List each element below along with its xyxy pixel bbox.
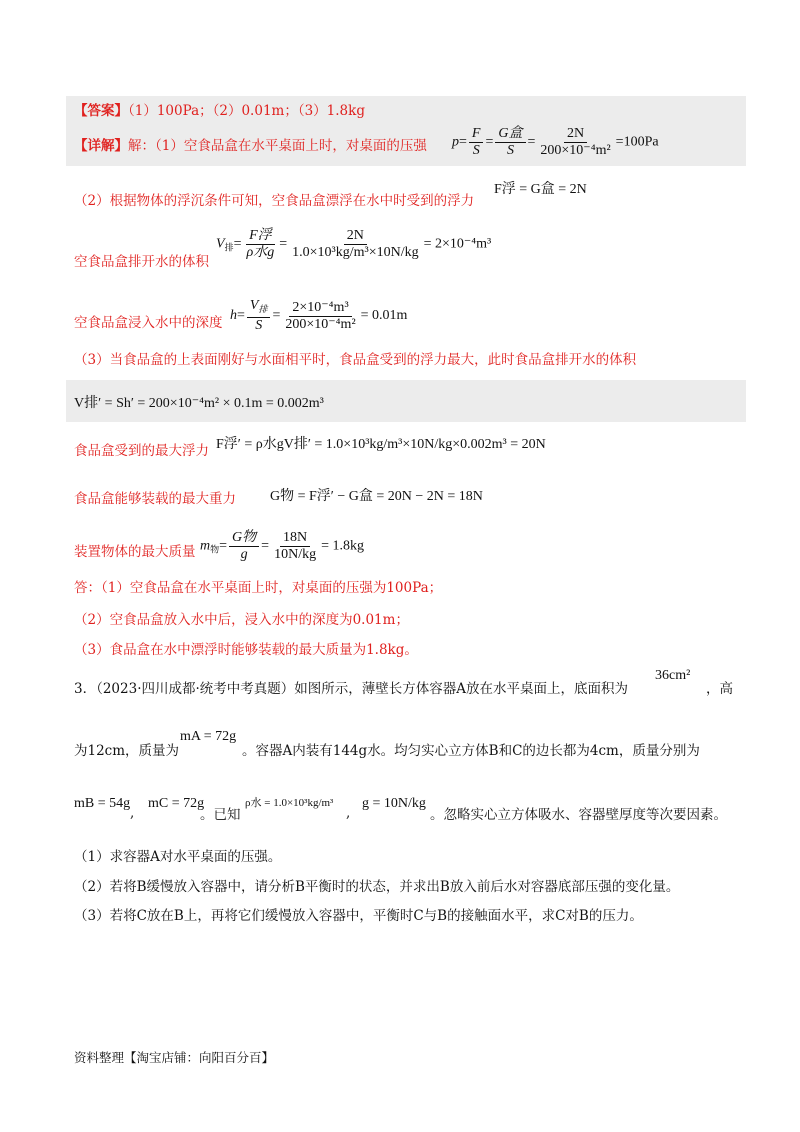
- problem-line1: 3．（2023·四川成都·统考中考真题）如图所示，薄壁长方体容器A放在水平桌面上，底面积为: [74, 681, 629, 697]
- step5-text: （3）当食品盒的上表面刚好与水面相平时，食品盒受到的浮力最大，此时食品盒排开水的体积: [74, 352, 637, 368]
- problem-line2b: 。容器A内装有144g水。均匀实心立方体B和C的边长都为4cm，质量分别为: [242, 743, 700, 759]
- step2-formula: F浮 = G盒 = 2N: [494, 182, 587, 197]
- mass-b: mB = 54g: [74, 796, 131, 811]
- mass-a: mA = 72g: [180, 729, 237, 744]
- step9-formula: $m_物=$ $\frac{\text{G物}}{g}$ = $\frac{18N}{10N/kg}$ = 1.8kg: [200, 530, 364, 562]
- problem-line3b: 。忽略实心立方体吸水、容器壁厚度等次要因素。: [430, 807, 727, 823]
- footer-credit: 资料整理【淘宝店铺：向阳百分百】: [74, 1050, 275, 1065]
- step7-formula: F浮′ = ρ水gV排′ = 1.0×10³kg/m³×10N/kg×0.002m³ = 20N: [216, 437, 546, 452]
- conclusion-1: 答：（1）空食品盒在水平桌面上时，对桌面的压强为100Pa；: [74, 580, 443, 596]
- question-3: （3）若将C放在B上，再将它们缓慢放入容器中，平衡时C与B的接触面水平，求C对B的压力。: [74, 908, 643, 924]
- question-2: （2）若将B缓慢放入容器中，请分析B平衡时的状态，并求出B放入前后水对容器底部压强的变化量。: [74, 879, 680, 895]
- step8-text: 食品盒能够装载的最大重力: [74, 491, 236, 507]
- answer-text: （1）100Pa；（2）0.01m；（3）1.8kg: [128, 103, 365, 119]
- step4-formula: h= $\frac{V_排}{S}$ = $\frac{\text{2×10⁻⁴m³}}{\text{200×10⁻⁴m²}}$ = 0.01m: [230, 298, 408, 333]
- answer-tag: 【答案】: [74, 103, 128, 119]
- step4-text: 空食品盒浸入水中的深度: [74, 315, 223, 331]
- step6-formula: V排′ = Sh′ = 200×10⁻⁴m² × 0.1m = 0.002m³: [74, 396, 324, 411]
- problem-line1-end: ，高: [706, 681, 733, 697]
- detail-lead: 解：（1）空食品盒在水平桌面上时，对桌面的压强: [128, 138, 427, 154]
- step9-text: 装置物体的最大质量: [74, 544, 196, 560]
- comma-1: ,: [130, 805, 135, 821]
- step7-text: 食品盒受到的最大浮力: [74, 443, 209, 459]
- detail-line: [74, 137, 427, 155]
- problem-line3a: 。已知: [200, 807, 241, 823]
- conclusion-2: （2）空食品盒放入水中后，浸入水中的深度为0.01m；: [74, 612, 409, 628]
- step2-text: （2）根据物体的浮沉条件可知，空食品盒漂浮在水中时受到的浮力: [74, 193, 475, 209]
- step3-formula: $V_排=$ $\frac{\text{F浮}}{\text{ρ水g}}$ = $\frac{2N}{\text{1.0×10³kg/m³×10N/kg}}$ = 2×10⁻⁴m³: [216, 228, 492, 260]
- comma-2: ,: [346, 805, 351, 821]
- question-1: （1）求容器A对水平桌面的压强。: [74, 849, 282, 865]
- pressure-formula: p= $\frac{F}{S}$ = $\frac{\text{G盒}}{S}$ = $\frac{2N}{\text{200×10⁻⁴m²}}$ =100Pa: [452, 126, 659, 158]
- step8-formula: G物 = F浮′ − G盒 = 20N − 2N = 18N: [270, 489, 483, 504]
- answer-line: [74, 102, 365, 120]
- conclusion-3: （3）食品盒在水中漂浮时能够装载的最大质量为1.8kg。: [74, 642, 418, 658]
- area-value: 36cm²: [655, 668, 691, 683]
- mass-c: mC = 72g: [148, 796, 205, 811]
- detail-tag: 【详解】: [74, 138, 128, 154]
- problem-line2a: 为12cm，质量为: [74, 743, 180, 759]
- step3-text: 空食品盒排开水的体积: [74, 254, 209, 270]
- density-water: ρ水 = 1.0×10³kg/m³: [245, 797, 334, 809]
- gravity-value: g = 10N/kg: [362, 796, 426, 811]
